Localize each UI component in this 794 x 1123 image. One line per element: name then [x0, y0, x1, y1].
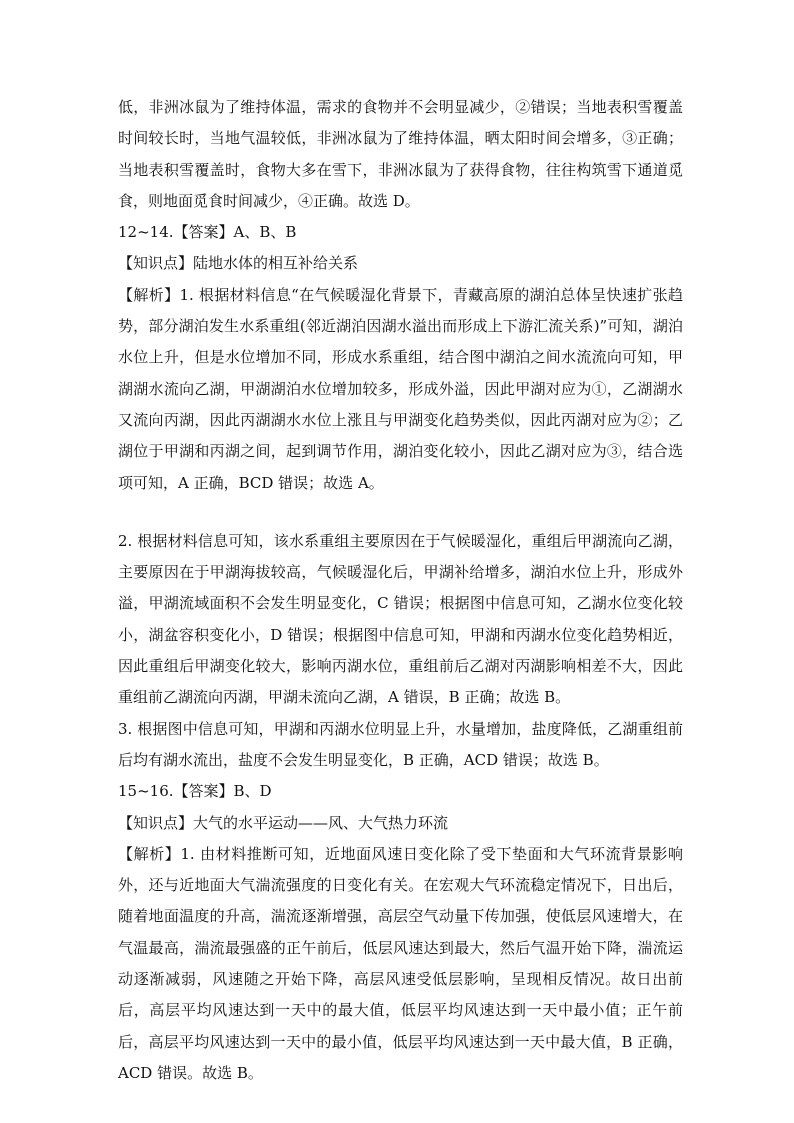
analysis-13: 2. 根据材料信息可知，该水系重组主要原因在于气候暖湿化，重组后甲湖流向乙湖，主要原因在于甲湖海拔较高，气候暖湿化后，甲湖补给增多，湖泊水位上升，形成外溢，甲湖流域面积不会发生明显变化，C 错误；根据图中信息可知，乙湖水位变化较小，湖盆容积变化小，D 错误；根据图中信息可知，甲湖和丙湖水位变化趋势相近，因此重组后甲湖变化较大，影响丙湖水位，重组前后乙湖对丙湖影响相差不大，因此重组前乙湖流向丙湖，甲湖未流向乙湖，A 错误，B 正确；故选 B。	[118, 531, 683, 707]
paragraph-gap	[118, 499, 683, 526]
knowledge-point-12-14: 【知识点】陆地水体的相互补给关系	[118, 254, 359, 273]
document-page	[118, 92, 683, 1089]
paragraph-q11-analysis-end: 低，非洲冰鼠为了维持体温，需求的食物并不会明显减少，②错误；当地表积雪覆盖时间较长时，当地气温较低，非洲冰鼠为了维持体温，晒太阳时间会增多，③正确；当地表积雪覆盖时，食物大多在雪下，非洲冰鼠为了获得食物，往往构筑雪下通道觅食，则地面觅食时间减少，④正确。故选 D。	[118, 98, 683, 210]
answer-header-15-16: 15~16.【答案】B、D	[118, 782, 272, 801]
answer-header-12-14: 12~14.【答案】A、B、B	[118, 223, 297, 242]
analysis-14: 3. 根据图中信息可知，甲湖和丙湖水位明显上升，水量增加，盐度降低，乙湖重组前后均有湖水流出，盐度不会发生明显变化，B 正确，ACD 错误；故选 B。	[118, 719, 683, 769]
analysis-15: 【解析】1. 由材料推断可知，近地面风速日变化除了受下垫面和大气环流背景影响外，还与近地面大气湍流强度的日变化有关。在宏观大气环流稳定情况下，日出后，随着地面温度的升高，湍流逐渐增强，高层空气动量下传加强，使低层风速增大，在气温最高，湍流最强盛的正午前后，低层风速达到最大，然后气温开始下降，湍流运动逐渐减弱，风速随之开始下降，高层风速受低层影响，呈现相反情况。故日出前后，高层平均风速达到一天中的最大值，低层平均风速达到一天中最小值；正午前后，高层平均风速达到一天中的最小值，低层平均风速达到一天中最大值，B 正确，ACD 错误。故选 B。	[118, 844, 683, 1082]
analysis-12: 【解析】1. 根据材料信息“在气候暖湿化背景下，青藏高原的湖泊总体呈快速扩张趋势，部分湖泊发生水系重组(邻近湖泊因湖水溢出而形成上下游汇流关系)”可知，湖泊水位上升，但是水位增加不同，形成水系重组，结合图中湖泊之间水流流向可知，甲湖湖水流向乙湖，甲湖湖泊水位增加较多，形成外溢，因此甲湖对应为①，乙湖湖水又流向丙湖，因此丙湖湖水水位上涨且与甲湖变化趋势类似，因此丙湖对应为②；乙湖位于甲湖和丙湖之间，起到调节作用，湖泊变化较小，因此乙湖对应为③，结合选项可知，A 正确，BCD 错误；故选 A。	[118, 285, 683, 492]
knowledge-point-15-16: 【知识点】大气的水平运动——风、大气热力环流	[118, 813, 449, 832]
